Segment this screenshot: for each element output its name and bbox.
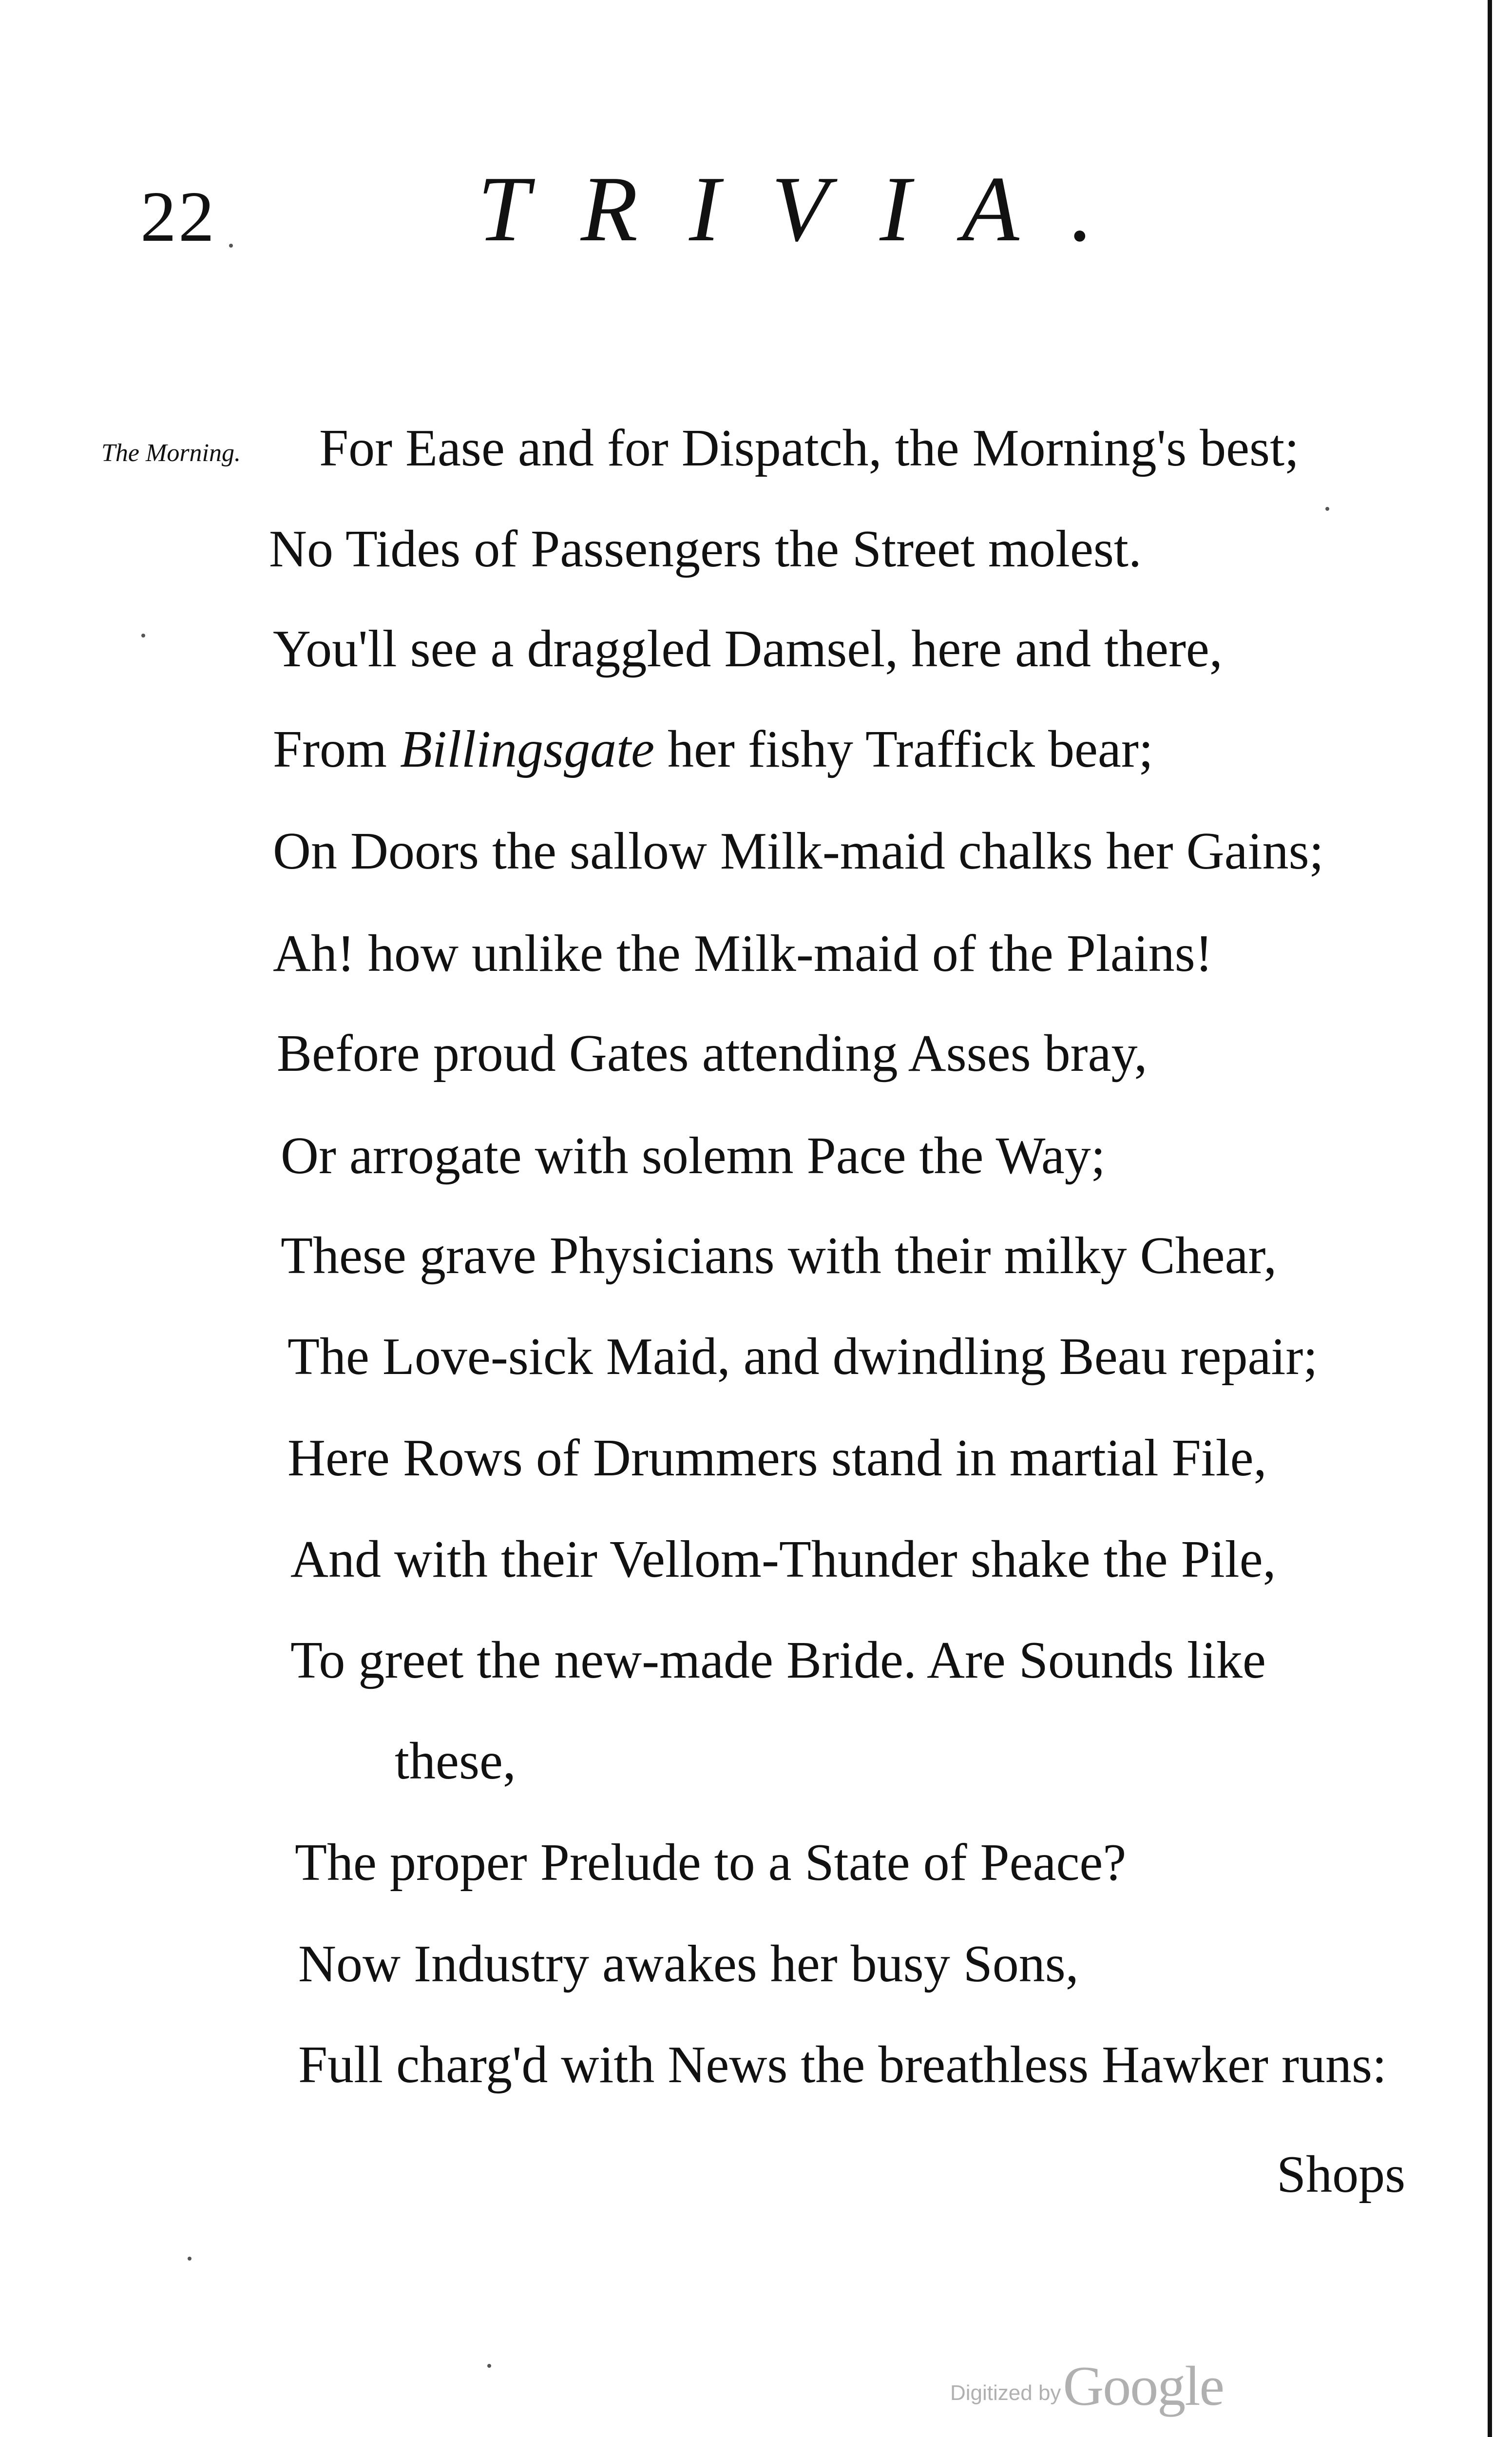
page-number: 22 [140,177,216,257]
ink-speck [487,2364,491,2368]
catchword: Shops [1277,2146,1406,2204]
ink-speck [141,634,145,638]
page-edge-rule [1488,0,1492,2437]
verse-line: Here Rows of Drummers stand in martial File, [287,1429,1267,1487]
verse-line: On Doors the sallow Milk-maid chalks her Gains; [273,822,1324,880]
verse-line-continuation: these, [395,1732,516,1790]
digitization-watermark [950,2354,1224,2419]
verse-line: Ah! how unlike the Milk-maid of the Plains! [273,925,1213,983]
verse-line: To greet the new-made Bride. Are Sounds like [290,1631,1266,1689]
running-title: TRIVIA. [478,157,1145,261]
ink-speck [1325,507,1329,511]
verse-line: These grave Physicians with their milky Chear, [281,1227,1277,1285]
verse-line: No Tides of Passengers the Street molest. [269,520,1142,578]
verse-line: Full charg'd with News the breathless Hawker runs: [298,2036,1387,2094]
verse-line: For Ease and for Dispatch, the Morning's best; [319,419,1300,477]
verse-line: The Love-sick Maid, and dwindling Beau repair; [287,1328,1318,1386]
verse-line: From Billingsgate her fishy Traffick bear; [273,720,1153,778]
watermark-label: Digitized by [950,2381,1061,2405]
verse-line: Now Industry awakes her busy Sons, [298,1935,1079,1993]
margin-note: The Morning. [101,439,241,467]
ink-speck [188,2257,191,2261]
ink-speck [229,244,233,248]
verse-line: Or arrogate with solemn Pace the Way; [281,1127,1106,1185]
verse-line: The proper Prelude to a State of Peace? [295,1834,1127,1892]
watermark-brand: Google [1063,2355,1224,2418]
verse-line: Before proud Gates attending Asses bray, [277,1025,1148,1083]
verse-line: And with their Vellom-Thunder shake the Pile, [290,1530,1276,1588]
verse-line: You'll see a draggled Damsel, here and there, [273,620,1223,678]
